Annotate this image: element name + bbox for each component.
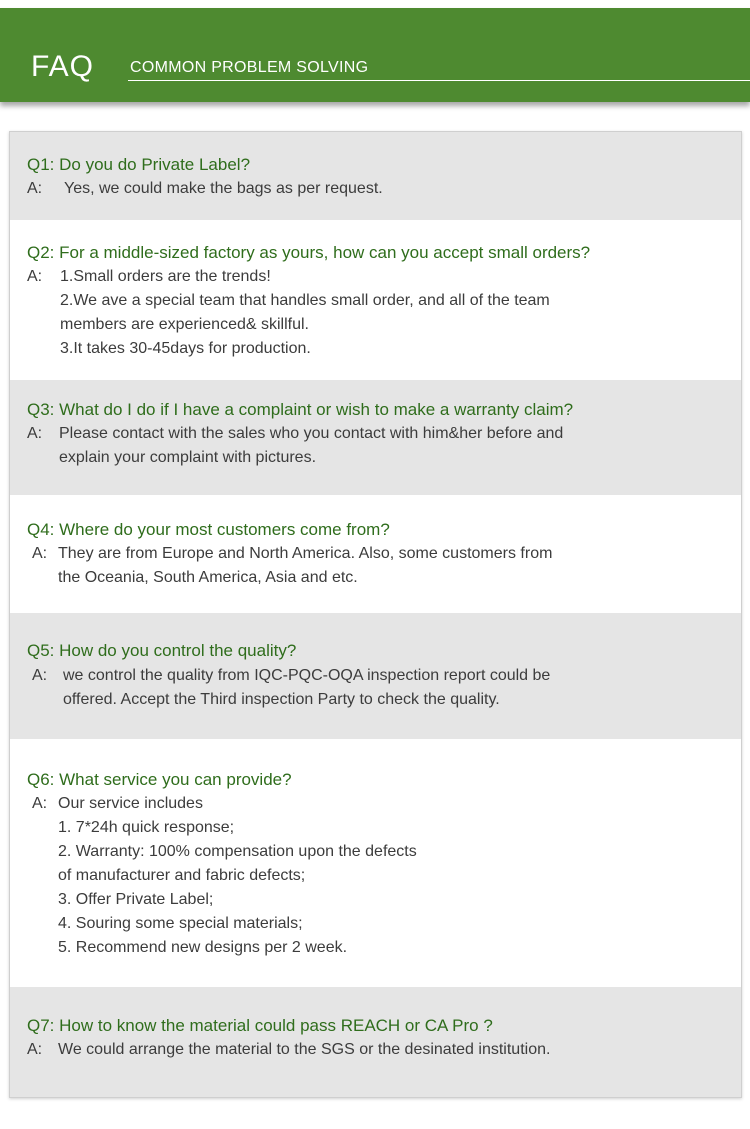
answer-line: members are experienced& skillful. xyxy=(60,316,309,333)
answer-line: 2. Warranty: 100% compensation upon the defects xyxy=(58,843,417,860)
answer-line: Please contact with the sales who you contact with him&her before and xyxy=(59,425,564,442)
question: Q3: What do I do if I have a complaint or wish to make a warranty claim? xyxy=(27,400,574,419)
answer-prefix: A: xyxy=(32,545,48,562)
answer-line: They are from Europe and North America. Also, some customers from xyxy=(58,545,553,562)
question: Q5: How do you control the quality? xyxy=(27,641,297,660)
banner-title: FAQ xyxy=(31,50,95,83)
answer-line: 1. 7*24h quick response; xyxy=(58,819,235,836)
answer-prefix: A: xyxy=(32,667,48,684)
faq-item-q5 xyxy=(10,613,741,739)
faq-item-q1 xyxy=(10,132,741,220)
answer-line: We could arrange the material to the SGS or the desinated institution. xyxy=(58,1041,551,1058)
faq-banner xyxy=(0,8,750,102)
answer-line: 3. Offer Private Label; xyxy=(58,891,214,908)
faq-item-q4 xyxy=(10,495,741,613)
answer-line: 2.We ave a special team that handles small order, and all of the team xyxy=(60,292,550,309)
banner-divider xyxy=(128,80,750,81)
answer-line: explain your complaint with pictures. xyxy=(59,449,317,466)
faq-item-q3 xyxy=(10,380,741,495)
faq-item-q6 xyxy=(10,739,741,987)
answer-line: of manufacturer and fabric defects; xyxy=(58,867,306,884)
answer-prefix: A: xyxy=(27,180,43,197)
answer-line: the Oceania, South America, Asia and etc. xyxy=(58,569,358,586)
answer-prefix: A: xyxy=(27,268,43,285)
answer-line: Our service includes xyxy=(58,795,203,812)
answer-line: offered. Accept the Third inspection Party to check the quality. xyxy=(63,691,500,708)
answer-line: 5. Recommend new designs per 2 week. xyxy=(58,939,348,956)
question: Q4: Where do your most customers come from? xyxy=(27,520,390,539)
faq-item-q7 xyxy=(10,987,741,1097)
question: Q2: For a middle-sized factory as yours, how can you accept small orders? xyxy=(27,243,591,262)
faq-panel xyxy=(9,131,742,1098)
answer-prefix: A: xyxy=(32,795,48,812)
question: Q1: Do you do Private Label? xyxy=(27,155,251,174)
answer-prefix: A: xyxy=(27,1041,43,1058)
answer-line: we control the quality from IQC-PQC-OQA inspection report could be xyxy=(63,667,551,684)
question: Q6: What service you can provide? xyxy=(27,770,292,789)
faq-item-q2 xyxy=(10,220,741,380)
question: Q7: How to know the material could pass REACH or CA Pro ? xyxy=(27,1016,493,1035)
answer-line: 3.It takes 30-45days for production. xyxy=(60,340,311,357)
banner-subtitle: COMMON PROBLEM SOLVING xyxy=(130,59,369,76)
answer-line: Yes, we could make the bags as per request. xyxy=(64,180,383,197)
answer-prefix: A: xyxy=(27,425,43,442)
answer-line: 1.Small orders are the trends! xyxy=(60,268,271,285)
answer-line: 4. Souring some special materials; xyxy=(58,915,303,932)
